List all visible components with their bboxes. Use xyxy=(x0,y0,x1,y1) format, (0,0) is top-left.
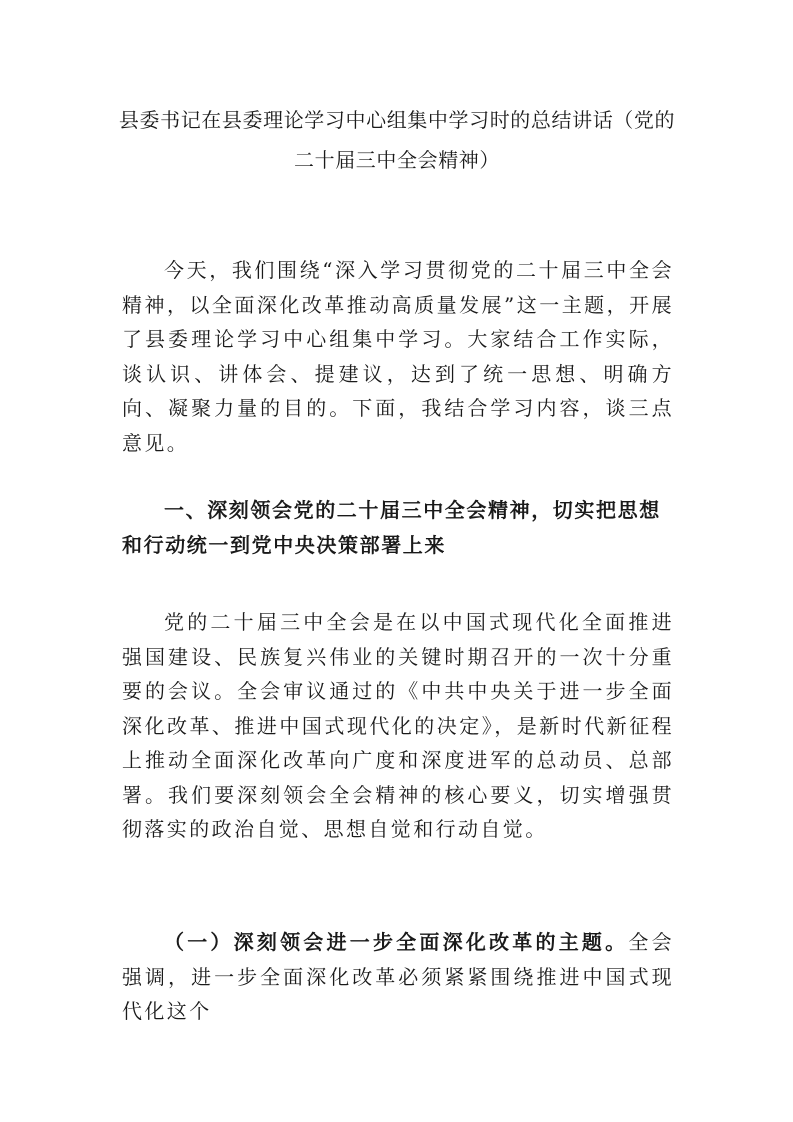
subsection-1-paragraph xyxy=(122,925,674,1029)
section-1-heading: 一、深刻领会党的二十届三中全会精神，切实把思想和行动统一到党中央决策部署上来 xyxy=(122,498,661,557)
section-1-body: 党的二十届三中全会是在以中国式现代化全面推进强国建设、民族复兴伟业的关键时期召开的一次十分重要的会议。全会审议通过的《中共中央关于进一步全面深化改革、推进中国式现代化的决定》，是新时代新征程上推动全面深化改革向广度和深度进军的总动员、总部署。我们要深刻领会全会精神的核心要义，切实增强贯彻落实的政治自觉、思想自觉和行动自觉。 xyxy=(122,610,674,841)
document-title: 县委书记在县委理论学习中心组集中学习时的总结讲话（党的二十届三中全会精神） xyxy=(118,108,676,172)
intro-paragraph: 今天，我们围绕“深入学习贯彻党的二十届三中全会精神，以全面深化改革推动高质量发展”这一主题，开展了县委理论学习中心组集中学习。大家结合工作实际，谈认识、讲体会、提建议，达到了统一思想、明确方向、凝聚力量的目的。下面，我结合学习内容，谈三点意见。 xyxy=(122,258,674,455)
subsection-1-text: 全会强调，进一步全面深化改革必须紧紧围绕推进中国式现代化这个 xyxy=(122,930,674,1023)
subsection-1-lead: （一）深刻领会进一步全面深化改革的主题。 xyxy=(164,930,629,954)
